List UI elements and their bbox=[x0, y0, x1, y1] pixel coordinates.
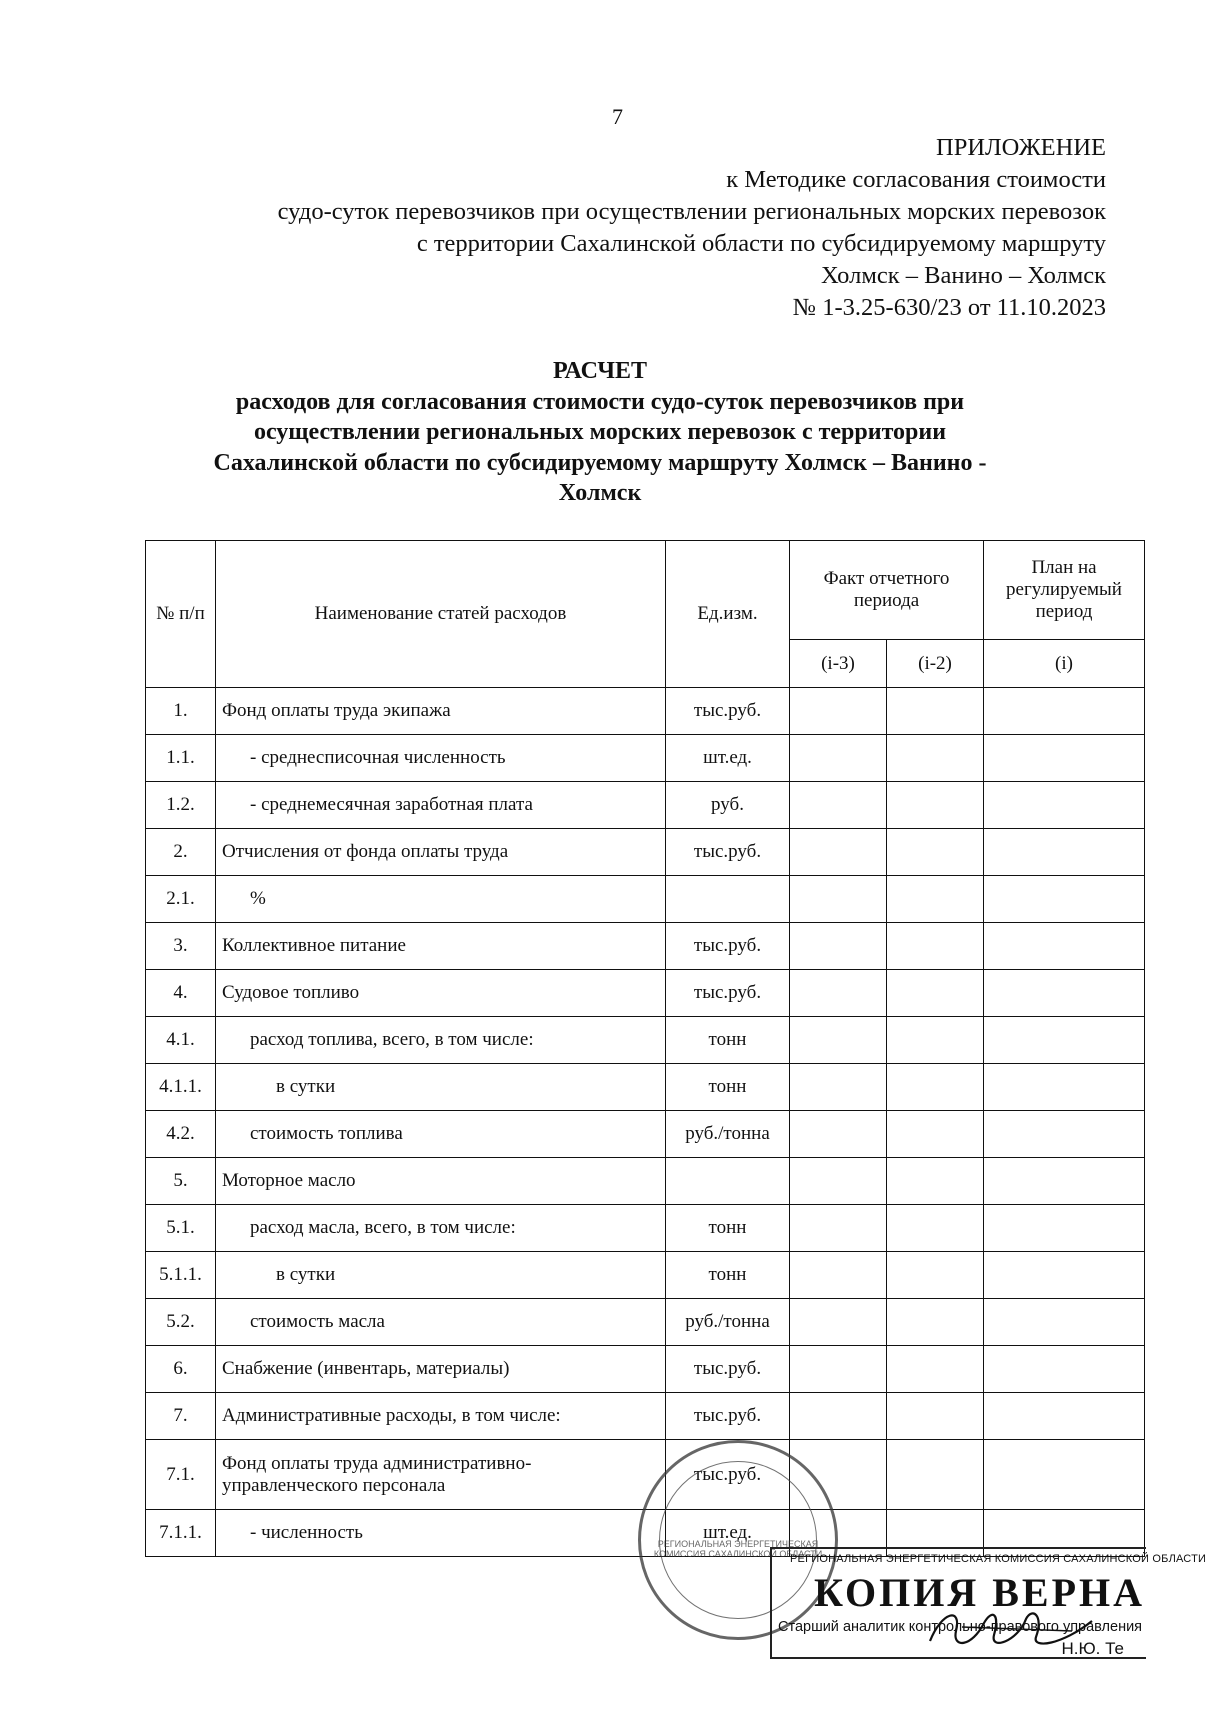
cell-i3 bbox=[790, 923, 887, 970]
table-row bbox=[146, 1017, 1145, 1064]
cell-i2 bbox=[887, 923, 984, 970]
header-fact-i3: (i-3) bbox=[790, 640, 887, 688]
row-unit: тыс.руб. bbox=[666, 923, 790, 970]
cell-i3 bbox=[790, 829, 887, 876]
row-unit: тонн bbox=[666, 1205, 790, 1252]
cell-i bbox=[984, 1064, 1145, 1111]
row-name: Судовое топливо bbox=[216, 970, 666, 1017]
header-num: № п/п bbox=[146, 541, 216, 688]
row-num: 2. bbox=[146, 829, 216, 876]
cell-i bbox=[984, 688, 1145, 735]
cell-i bbox=[984, 1440, 1145, 1510]
cell-i2 bbox=[887, 1064, 984, 1111]
cell-i2 bbox=[887, 876, 984, 923]
cell-i3 bbox=[790, 1299, 887, 1346]
document-title bbox=[140, 356, 1060, 509]
row-name: в сутки bbox=[216, 1064, 666, 1111]
cell-i bbox=[984, 1393, 1145, 1440]
cell-i bbox=[984, 829, 1145, 876]
cell-i2 bbox=[887, 1393, 984, 1440]
row-name: расход масла, всего, в том числе: bbox=[216, 1205, 666, 1252]
cell-i bbox=[984, 1017, 1145, 1064]
cell-i3 bbox=[790, 1346, 887, 1393]
title-line: расходов для согласования стоимости судо-суток перевозчиков при bbox=[235, 388, 965, 415]
row-unit: тыс.руб. bbox=[666, 1393, 790, 1440]
row-num: 4.2. bbox=[146, 1111, 216, 1158]
cell-i2 bbox=[887, 1158, 984, 1205]
page-number: 7 bbox=[612, 104, 623, 129]
cell-i3 bbox=[790, 1064, 887, 1111]
cell-i2 bbox=[887, 970, 984, 1017]
row-num: 4.1. bbox=[146, 1017, 216, 1064]
table-row bbox=[146, 688, 1145, 735]
row-name: Отчисления от фонда оплаты труда bbox=[216, 829, 666, 876]
row-name: в сутки bbox=[216, 1252, 666, 1299]
row-num: 7. bbox=[146, 1393, 216, 1440]
row-num: 1.2. bbox=[146, 782, 216, 829]
cell-i3 bbox=[790, 1111, 887, 1158]
row-unit: тыс.руб. bbox=[666, 829, 790, 876]
row-name: - численность bbox=[216, 1510, 666, 1557]
table-row bbox=[146, 876, 1145, 923]
table-row bbox=[146, 735, 1145, 782]
header-plan: План на регулируемый период bbox=[984, 541, 1145, 640]
row-num: 3. bbox=[146, 923, 216, 970]
cell-i3 bbox=[790, 735, 887, 782]
title-line: Холмск bbox=[558, 480, 642, 506]
row-num: 2.1. bbox=[146, 876, 216, 923]
table-row bbox=[146, 1064, 1145, 1111]
table-row bbox=[146, 1158, 1145, 1205]
table-row bbox=[146, 923, 1145, 970]
cell-i3 bbox=[790, 876, 887, 923]
cell-i2 bbox=[887, 1299, 984, 1346]
cell-i2 bbox=[887, 1440, 984, 1510]
table-row bbox=[146, 829, 1145, 876]
cell-i3 bbox=[790, 1252, 887, 1299]
row-unit: руб. bbox=[666, 782, 790, 829]
stamp-position: Старший аналитик контрольно-правового управления bbox=[778, 1619, 1143, 1635]
table-row bbox=[146, 1299, 1145, 1346]
row-unit: тыс.руб. bbox=[666, 970, 790, 1017]
cell-i bbox=[984, 735, 1145, 782]
stamp-copy-label: КОПИЯ ВЕРНА bbox=[814, 1570, 1146, 1615]
cell-i bbox=[984, 970, 1145, 1017]
row-unit: тыс.руб. bbox=[666, 688, 790, 735]
title-line: РАСЧЕТ bbox=[552, 358, 648, 384]
cell-i bbox=[984, 782, 1145, 829]
row-name: % bbox=[216, 876, 666, 923]
row-unit bbox=[666, 876, 790, 923]
row-unit: руб./тонна bbox=[666, 1299, 790, 1346]
row-num: 7.1. bbox=[146, 1440, 216, 1510]
cell-i2 bbox=[887, 829, 984, 876]
table-row bbox=[146, 782, 1145, 829]
row-unit: руб./тонна bbox=[666, 1111, 790, 1158]
row-unit: тонн bbox=[666, 1017, 790, 1064]
row-unit: тонн bbox=[666, 1064, 790, 1111]
row-num: 6. bbox=[146, 1346, 216, 1393]
header-name: Наименование статей расходов bbox=[216, 541, 666, 688]
cell-i2 bbox=[887, 782, 984, 829]
row-num: 4.1.1. bbox=[146, 1064, 216, 1111]
row-name: Моторное масло bbox=[216, 1158, 666, 1205]
cell-i bbox=[984, 1346, 1145, 1393]
row-num: 4. bbox=[146, 970, 216, 1017]
row-name: Административные расходы, в том числе: bbox=[216, 1393, 666, 1440]
title-line: Сахалинской области по субсидируемому маршруту Холмск – Ванино - bbox=[213, 449, 987, 476]
appendix-line: ПРИЛОЖЕНИЕ bbox=[936, 134, 1106, 161]
cell-i2 bbox=[887, 1205, 984, 1252]
cell-i3 bbox=[790, 782, 887, 829]
cell-i bbox=[984, 1205, 1145, 1252]
cell-i2 bbox=[887, 1017, 984, 1064]
cell-i2 bbox=[887, 1252, 984, 1299]
cell-i3 bbox=[790, 688, 887, 735]
cell-i bbox=[984, 923, 1145, 970]
table-row bbox=[146, 970, 1145, 1017]
copy-certification-stamp bbox=[770, 1547, 1206, 1659]
row-name: стоимость масла bbox=[216, 1299, 666, 1346]
cell-i3 bbox=[790, 1205, 887, 1252]
table-row bbox=[146, 1205, 1145, 1252]
row-num: 5.1. bbox=[146, 1205, 216, 1252]
title-line: осуществлении региональных морских перевозок с территории bbox=[253, 419, 947, 445]
header-plan-i: (i) bbox=[984, 640, 1145, 688]
row-name: расход топлива, всего, в том числе: bbox=[216, 1017, 666, 1064]
appendix-line: к Методике согласования стоимости bbox=[726, 166, 1106, 193]
row-name: - среднесписочная численность bbox=[216, 735, 666, 782]
row-num: 5.2. bbox=[146, 1299, 216, 1346]
row-num: 5.1.1. bbox=[146, 1252, 216, 1299]
row-num: 7.1.1. bbox=[146, 1510, 216, 1557]
cell-i2 bbox=[887, 1346, 984, 1393]
cell-i2 bbox=[887, 688, 984, 735]
cell-i3 bbox=[790, 1393, 887, 1440]
cell-i2 bbox=[887, 1111, 984, 1158]
table-row bbox=[146, 1252, 1145, 1299]
row-name: Фонд оплаты труда административно-управленческого персонала bbox=[216, 1440, 666, 1510]
appendix-line: судо-суток перевозчиков при осуществлении региональных морских перевозок bbox=[277, 198, 1106, 225]
cell-i bbox=[984, 1299, 1145, 1346]
expense-table bbox=[145, 540, 1145, 1557]
header-unit: Ед.изм. bbox=[666, 541, 790, 688]
stamp-organization: РЕГИОНАЛЬНАЯ ЭНЕРГЕТИЧЕСКАЯ КОМИССИЯ САХАЛИНСКОЙ ОБЛАСТИ bbox=[790, 1553, 1206, 1565]
header-fact: Факт отчетного периода bbox=[790, 541, 984, 640]
stamp-signer-name: Н.Ю. Те bbox=[1061, 1639, 1124, 1658]
row-name: - среднемесячная заработная плата bbox=[216, 782, 666, 829]
table-row bbox=[146, 1111, 1145, 1158]
row-name: стоимость топлива bbox=[216, 1111, 666, 1158]
appendix-line: № 1-3.25-630/23 от 11.10.2023 bbox=[792, 294, 1106, 321]
appendix-block bbox=[278, 132, 1106, 324]
row-unit: тыс.руб. bbox=[666, 1440, 790, 1510]
row-unit: шт.ед. bbox=[666, 1510, 790, 1557]
cell-i2 bbox=[887, 735, 984, 782]
appendix-line: с территории Сахалинской области по субсидируемому маршруту bbox=[416, 230, 1106, 257]
row-unit: тонн bbox=[666, 1252, 790, 1299]
row-num: 1. bbox=[146, 688, 216, 735]
row-name: Коллективное питание bbox=[216, 923, 666, 970]
cell-i3 bbox=[790, 1158, 887, 1205]
row-name: Фонд оплаты труда экипажа bbox=[216, 688, 666, 735]
row-num: 5. bbox=[146, 1158, 216, 1205]
table-row bbox=[146, 1346, 1145, 1393]
row-name: Снабжение (инвентарь, материалы) bbox=[216, 1346, 666, 1393]
cell-i bbox=[984, 1252, 1145, 1299]
appendix-line: Холмск – Ванино – Холмск bbox=[821, 262, 1106, 289]
cell-i3 bbox=[790, 970, 887, 1017]
row-num: 1.1. bbox=[146, 735, 216, 782]
seal-text: РЕГИОНАЛЬНАЯ ЭНЕРГЕТИЧЕСКАЯ КОМИССИЯ САХАЛИНСКОЙ ОБЛАСТИ bbox=[653, 1539, 823, 1559]
cell-i3 bbox=[790, 1017, 887, 1064]
row-unit: шт.ед. bbox=[666, 735, 790, 782]
cell-i bbox=[984, 1111, 1145, 1158]
header-fact-i2: (i-2) bbox=[887, 640, 984, 688]
cell-i bbox=[984, 876, 1145, 923]
table-row bbox=[146, 1393, 1145, 1440]
row-unit bbox=[666, 1158, 790, 1205]
cell-i bbox=[984, 1158, 1145, 1205]
row-unit: тыс.руб. bbox=[666, 1346, 790, 1393]
table-row bbox=[146, 1440, 1145, 1510]
